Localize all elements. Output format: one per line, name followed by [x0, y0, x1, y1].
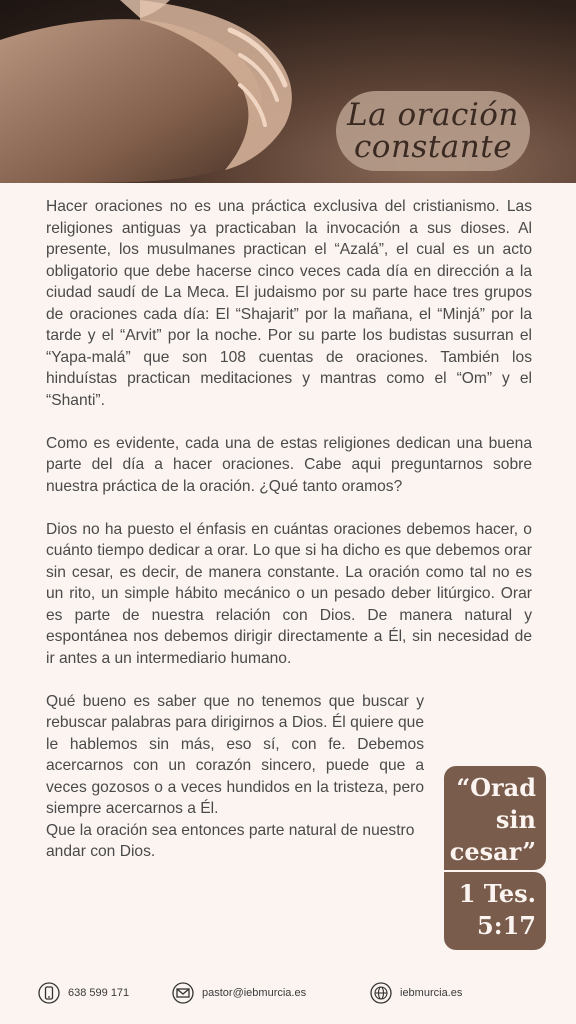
contact-phone[interactable] [38, 982, 129, 1004]
paragraph-2: Como es evidente, cada una de estas religiones dedican una buena parte del día a hacer oraciones. Cabe aqui preguntarnos sobre nuestra práctica de la oración. ¿Qué tanto oramos? [46, 434, 532, 495]
phone-icon [38, 982, 60, 1004]
verse-quote-line-1: “Orad [456, 773, 536, 802]
verse-reference-line-2: 5:17 [477, 911, 536, 940]
paragraph-1: Hacer oraciones no es una práctica exclusiva del cristianismo. Las religiones antiguas ya practicaban la invocación a sus dioses. Al presente, los musulmanes practican el “Azalá”, el cual es un acto obligatorio que debe hacerse cinco veces cada día en dirección a la ciudad saudí de La Meca. El judaismo por su parte hace tres grupos de oraciones cada día: El “Shajarit” por la mañana, el “Minjá” por la tarde y el “Arvit” por la noche. Por su parte los budistas susurran el “Yapa-malá” que son 108 cuentas de oraciones. También los hinduístas practican meditaciones y mantras como el “Om” y el “Shanti”. [46, 198, 532, 409]
contact-footer [38, 982, 538, 1008]
contact-website[interactable] [370, 982, 462, 1004]
paragraph-5: Que la oración sea entonces parte natural de nuestro andar con Dios. [46, 821, 415, 860]
verse-quote-line-2: sin [495, 805, 536, 834]
page-title-line-2: constante [353, 129, 513, 165]
verse-reference-box [444, 872, 546, 950]
article-body [46, 196, 532, 863]
contact-email[interactable] [172, 982, 306, 1004]
globe-icon [370, 982, 392, 1004]
website-url: iebmurcia.es [400, 987, 463, 999]
title-badge [336, 91, 530, 171]
email-address: pastor@iebmurcia.es [202, 987, 307, 999]
header-photo [0, 0, 576, 183]
verse-quote-line-3: cesar” [449, 837, 536, 866]
paragraph-3: Dios no ha puesto el énfasis en cuántas oraciones debemos hacer, o cuánto tiempo dedicar a orar. Lo que si ha dicho es que debemos orar sin cesar, es decir, de manera constante. La oración como tal no es un rito, un simple hábito mecánico o un pesado deber litúrgico. Orar es parte de nuestra relación con Dios. De manera natural y espontánea nos debemos dirigir directamente a Él, sin necesidad de ir antes a un intermediario humano. [46, 520, 532, 667]
verse-reference-line-1: 1 Tes. [458, 879, 536, 908]
page-title-line-1: La oración [347, 97, 519, 133]
verse-quote-box [444, 766, 546, 870]
phone-number: 638 599 171 [68, 987, 130, 999]
closing-section [46, 691, 424, 863]
email-icon [172, 982, 194, 1004]
paragraph-4: Qué bueno es saber que no tenemos que buscar y rebuscar palabras para dirigirnos a Dios. Él quiere que le hablemos sin más, eso sí, con fe. Debemos acercarnos con un corazón sincero, puede que a veces gozosos o a veces hundidos en la tristeza, pero siempre acercarnos a Él. [46, 692, 424, 817]
